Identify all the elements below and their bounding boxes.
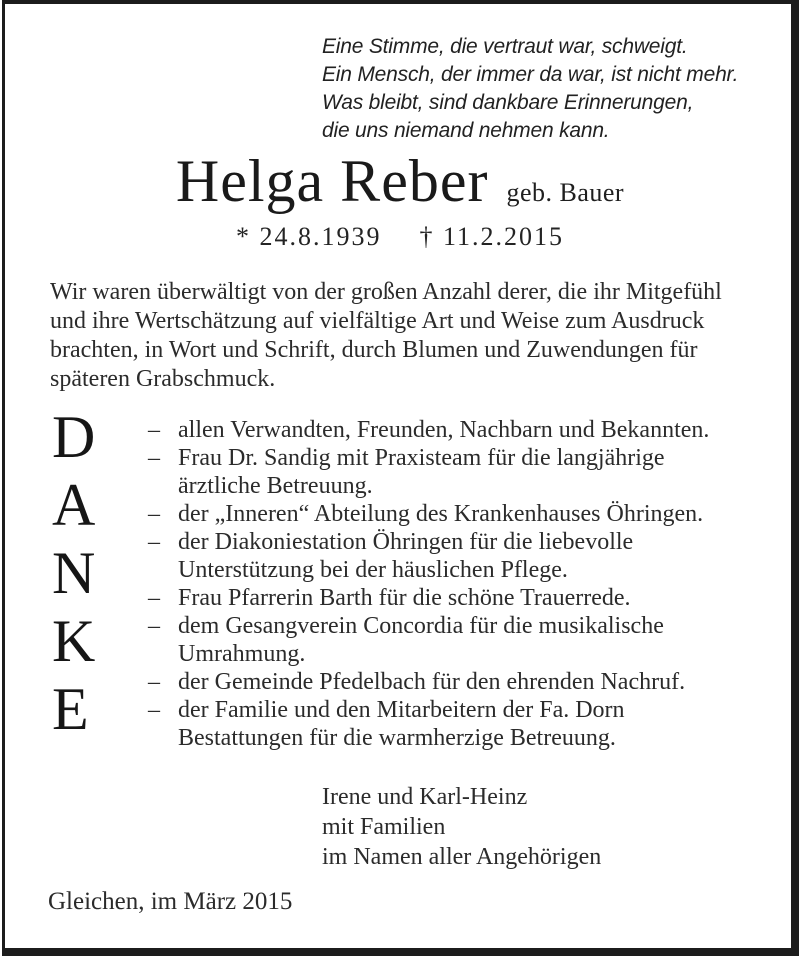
- signature-line: mit Familien: [322, 814, 446, 840]
- signature-line: im Namen aller Angehörigen: [322, 844, 602, 870]
- place-date: Gleichen, im März 2015: [48, 888, 293, 915]
- list-item-text: dem Gesangverein Concordia für die musikalische Umrahmung.: [178, 613, 664, 667]
- deceased-name-row: [0, 150, 800, 212]
- dash-bullet: –: [148, 669, 160, 695]
- thanks-list: [148, 416, 726, 752]
- list-item-text: allen Verwandten, Freunden, Nachbarn und Bekannten.: [178, 417, 710, 443]
- danke-letter: N: [52, 540, 96, 606]
- danke-letter: A: [52, 472, 96, 538]
- birth-date: * 24.8.1939: [235, 222, 382, 251]
- deceased-name: Helga Reber: [175, 148, 489, 214]
- list-item: [148, 528, 726, 584]
- dash-bullet: –: [148, 613, 160, 639]
- dash-bullet: –: [148, 445, 160, 471]
- dash-bullet: –: [148, 501, 160, 527]
- signature-line: Irene und Karl-Heinz: [322, 784, 528, 810]
- dash-bullet: –: [148, 585, 160, 611]
- list-item: [148, 500, 726, 528]
- life-dates: [0, 222, 800, 252]
- maiden-name: geb. Bauer: [506, 178, 625, 207]
- list-item: [148, 612, 726, 668]
- list-item-text: der Diakoniestation Öhringen für die liebevolle Unterstützung bei der häuslichen Pflege.: [178, 529, 634, 583]
- death-date: † 11.2.2015: [419, 222, 565, 251]
- danke-letter: E: [52, 676, 89, 742]
- danke-vertical-word: [52, 404, 118, 752]
- list-item: [148, 668, 726, 696]
- memorial-verse: [322, 33, 738, 145]
- list-item-text: der Familie und den Mitarbeitern der Fa. Dorn Bestattungen für die warmherzige Betreuung.: [178, 697, 625, 751]
- dash-bullet: –: [148, 417, 160, 443]
- danke-letter: D: [52, 404, 96, 470]
- thanks-section: [52, 404, 726, 752]
- danke-letter: K: [52, 608, 96, 674]
- list-item-text: Frau Dr. Sandig mit Praxisteam für die langjährige ärztliche Betreuung.: [178, 445, 665, 499]
- list-item-text: Frau Pfarrerin Barth für die schöne Trauerrede.: [178, 585, 631, 611]
- dash-bullet: –: [148, 529, 160, 555]
- list-item-text: der Gemeinde Pfedelbach für den ehrenden Nachruf.: [178, 669, 686, 695]
- verse-line: Eine Stimme, die vertraut war, schweigt.: [322, 35, 688, 58]
- dash-bullet: –: [148, 697, 160, 723]
- list-item-text: der „Inneren“ Abteilung des Krankenhauses Öhringen.: [178, 501, 704, 527]
- list-item: [148, 416, 726, 444]
- verse-line: Was bleibt, sind dankbare Erinnerungen,: [322, 91, 694, 114]
- list-item: [148, 584, 726, 612]
- signature-block: [322, 782, 601, 872]
- list-item: [148, 444, 726, 500]
- list-item: [148, 696, 726, 752]
- verse-line: die uns niemand nehmen kann.: [322, 119, 610, 142]
- intro-paragraph: Wir waren überwältigt von der großen Anzahl derer, die ihr Mitgefühl und ihre Wertschätzung auf vielfältige Art und Weise zum Ausdruck brachten, in Wort und Schrift, durch Blumen und Zuwendungen für späteren Grabschmuck.: [50, 279, 722, 392]
- verse-line: Ein Mensch, der immer da war, ist nicht mehr.: [322, 63, 739, 86]
